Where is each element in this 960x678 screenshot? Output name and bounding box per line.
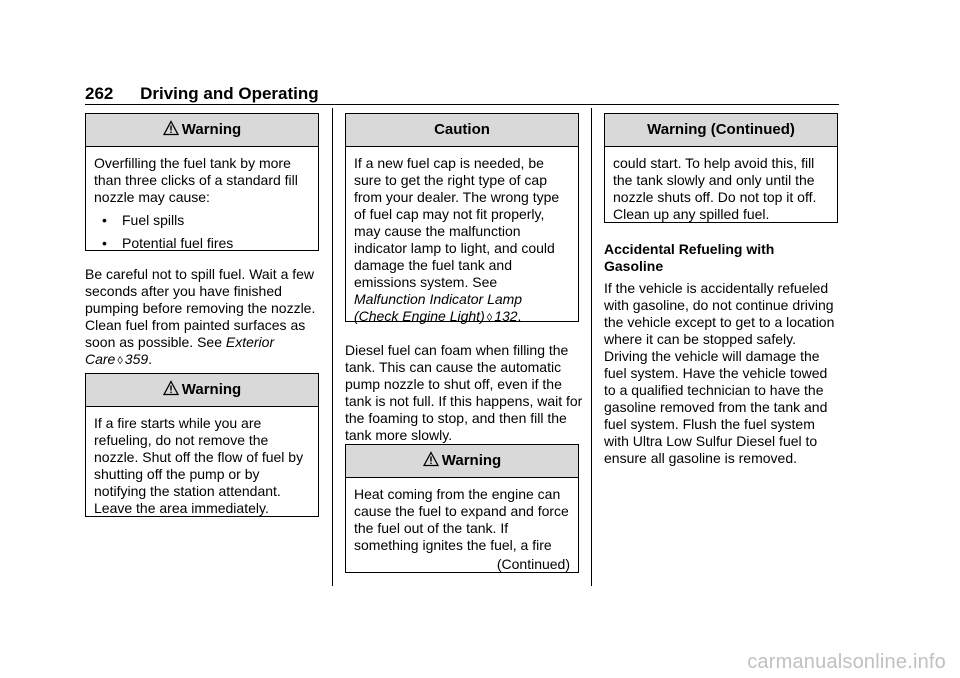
- caution-box-body: [346, 147, 578, 333]
- bullet-text: Potential fuel fires: [122, 235, 234, 251]
- caution-body-text: If a new fuel cap is needed, be sure to get the right type of cap from your dealer. The wrong type of fuel cap may not fit properly, may cause the malfunction indicator lamp to light, and could damage the fuel tank and emissions system. See: [354, 155, 560, 290]
- warning-box-body: [86, 147, 318, 258]
- warning-box-header: [605, 114, 837, 147]
- warning-title: Warning: [441, 452, 502, 469]
- section-heading-accidental-refueling: Accidental Refueling with Gasoline: [604, 241, 775, 274]
- page-number: 262: [85, 84, 114, 103]
- warning-text: Heat coming from the engine can cause the fuel to expand and force the fuel out of the tank. If something ignites the fuel, a fire: [354, 486, 569, 553]
- warning-title: Warning (Continued): [647, 121, 795, 138]
- paragraph-end: .: [148, 351, 153, 367]
- watermark: carmanualsonline.info: [747, 651, 946, 673]
- paragraph-text: Be careful not to spill fuel. Wait a few seconds after you have finished pumping before removing the nozzle. Clean fuel from painted surfaces as soon as possible. See: [85, 266, 316, 350]
- warning-triangle-icon: [163, 120, 179, 136]
- caution-end: .: [517, 308, 522, 324]
- bullet-item: [102, 212, 310, 229]
- warning-box-header: [86, 114, 318, 147]
- caution-text: [354, 155, 570, 327]
- page-header: [85, 84, 839, 104]
- section-title: Driving and Operating: [140, 84, 319, 103]
- warning-box-fire: [85, 373, 319, 517]
- caution-box-header: [346, 114, 578, 147]
- warning-box-body: [605, 147, 837, 229]
- warning-title: Warning: [181, 381, 242, 398]
- warning-text: Overfilling the fuel tank by more than three clicks of a standard fill nozzle may cause:: [94, 155, 298, 205]
- warning-text: If a fire starts while you are refueling, do not remove the nozzle. Shut off the flow of fuel by shutting off the pump or by notifying the station attendant. Leave the area immediately.: [94, 415, 304, 516]
- warning-triangle-icon: [423, 451, 439, 467]
- xref-arrow-icon: ◊: [117, 355, 123, 367]
- warning-box-header: [346, 445, 578, 478]
- warning-box-continued: [604, 113, 838, 223]
- xref-page[interactable]: 359: [124, 351, 149, 367]
- warning-box-header: [86, 374, 318, 407]
- bullet-glyph: •: [102, 235, 107, 251]
- bullet-text: Fuel spills: [122, 212, 185, 228]
- xref-arrow-icon: ◊: [486, 312, 493, 324]
- caution-box-fuel-cap: [345, 113, 579, 322]
- warning-box-overfill: [85, 113, 319, 251]
- header-rule: [85, 104, 839, 105]
- column-divider-1: [332, 108, 333, 586]
- bullet-glyph: •: [102, 212, 107, 228]
- continued-label: (Continued): [496, 556, 570, 572]
- warning-title: Warning: [181, 121, 242, 138]
- body-paragraph-spill: [85, 266, 323, 370]
- body-paragraph-gasoline: If the vehicle is accidentally refueled with gasoline, do not continue driving the vehicle except to get to a location where it can be stopped safely. Driving the vehicle will damage the fuel system. Have the vehicle towed to a qualified technician to have the gasoline removed from the tank and fuel system. Flush the fuel system with Ultra Low Sulfur Diesel fuel to ensure all gasoline is removed.: [604, 280, 835, 466]
- caution-title: Caution: [434, 121, 490, 138]
- column-divider-2: [591, 108, 592, 586]
- warning-triangle-icon: [163, 380, 179, 396]
- xref-malfunction-indicator-lamp[interactable]: Malfunction Indicator Lamp (Check Engine Light): [354, 291, 523, 324]
- xref-exterior-care[interactable]: Exterior Care: [85, 334, 275, 367]
- warning-text: could start. To help avoid this, fill the tank slowly and only until the nozzle shuts off. Do not top it off. Clean up any spilled fuel.: [613, 155, 817, 222]
- body-paragraph-foam: Diesel fuel can foam when filling the tank. This can cause the automatic pump nozzle to shut off, even if the tank is not full. If this happens, wait for the foaming to stop, and then fill the tank more slowly.: [345, 342, 583, 443]
- xref-page[interactable]: 132: [494, 308, 518, 324]
- warning-box-body: [86, 407, 318, 523]
- bullet-item: [102, 235, 310, 252]
- warning-box-body: [346, 478, 578, 579]
- warning-box-heat: [345, 444, 579, 573]
